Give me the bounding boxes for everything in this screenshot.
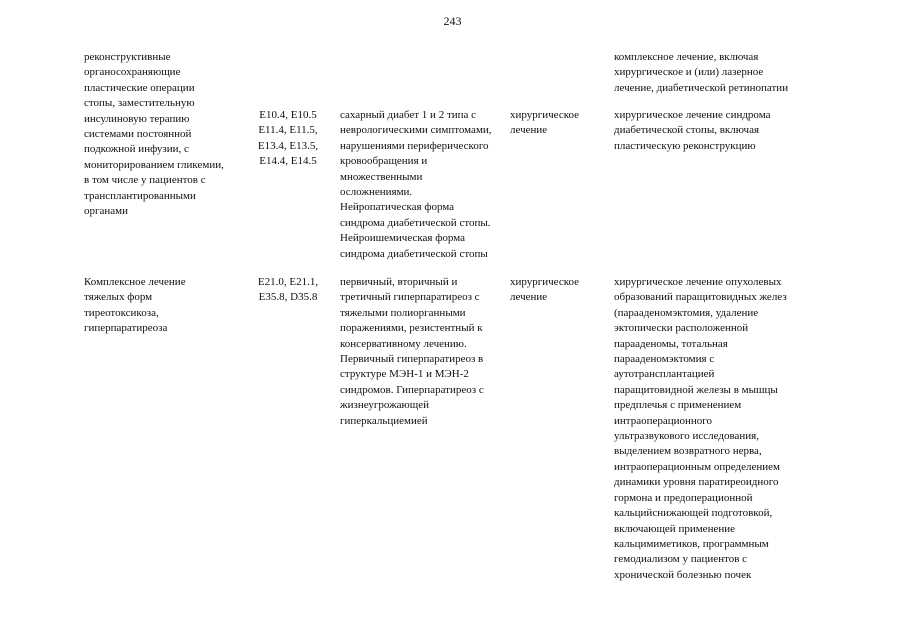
row2-type: хирургическое лечение [510, 276, 580, 304]
row2-name: Комплексное лечение тяжелых форм тиреотоксикоза, гиперпаратиреоза [84, 276, 186, 335]
row1-method-top: комплексное лечение, включая хирургическое и (или) лазерное лечение, диабетической ретинопатии [614, 51, 789, 94]
row1-codes: E10.4, E10.5 E11.4, E11.5, E13.4, E13.5, E14.4, E14.5 [257, 109, 319, 168]
row2-codes: E21.0, E21.1, E35.8, D35.8 [257, 276, 319, 304]
row2-method: хирургическое лечение опухолевых образований паращитовидных желез (парааденомэктомия, удаление эктопически расположенной парааденомы, тотальная парааденомэктомия с аутотрансплантацией паращитовидной железы в мышцы предплечья с применением интраоперационного ультразвукового исследования, выделением возвратного нерва, интраоперационным определением динамики уровня паратиреоидного гормона и предоперационной кальцийснижающей подготовкой, включающей применение кальцимиметиков, программным гемодиализом у пациентов с хронической болезнью почек [614, 276, 787, 581]
row2-model: первичный, вторичный и третичный гиперпаратиреоз с тяжелыми полиорганными поражениями, резистентный к консервативному лечению. Первичный гиперпаратиреоз в структуре МЭН-1 и МЭН-2 синдромов. Гиперпаратиреоз с жизнеугрожающей гиперкальциемией [340, 276, 484, 427]
row1-method: хирургическое лечение синдрома диабетической стопы, включая пластическую реконструкцию [614, 109, 771, 152]
page-number: 243 [443, 14, 462, 28]
row1-type: хирургическое лечение [510, 109, 580, 137]
row1-model: сахарный диабет 1 и 2 типа с неврологическими симптомами, нарушениями периферического кровообращения и множественными осложнениями. Нейропатическая форма синдрома диабетической стопы. Нейроишемическая форма синдрома диабетической стопы [340, 109, 492, 260]
row1-name: реконструктивные органосохраняющие пластические операции стопы, заместительную инсулиновую терапию системами постоянной подкожной инфузии, с мониторированием гликемии, в том числе у пациентов с трансплантированными органами [84, 51, 224, 218]
